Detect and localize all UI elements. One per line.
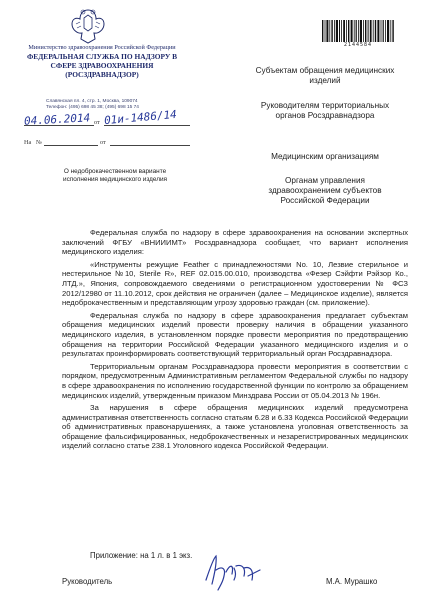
body-paragraph-1: Федеральная служба по надзору в сфере здравоохранения на основании экспертных заключений ФГБУ «ВНИИИМТ» Росздравнадзора сообщает, что вариант исполнения медицинского изделия:	[62, 228, 408, 257]
body-paragraph-4: Территориальным органам Росздравнадзора провести мероприятия в соответствии с порядком, предусмотренным Административным регламентом Федеральной службы по надзору в сфере здравоохранения по исполнению государственной функции по контролю за обращением медицинских изделий, утвержденным приказом Минздрава России от 05.04.2013 № 196н.	[62, 361, 408, 400]
ministry-name: Министерство здравоохранения Российской Федерации	[28, 44, 176, 51]
body-paragraph-3: Федеральная служба по надзору в сфере здравоохранения предлагает субъектам обращения медицинских изделий провести проверку наличия в обращении указанного медицинского изделия, в установленном порядке провести мероприятия по предотвращению обращения на территории Российской Федерации указанного медицинского изделия и о результатах проинформировать соответствующий территориальный орган Росздравнадзора.	[62, 310, 408, 359]
na-label: На	[24, 139, 32, 146]
handwritten-number: 01и-1486/14	[103, 107, 178, 128]
address-line: Славянская пл. 4, стр. 1, Москва, 109074	[46, 99, 138, 104]
barcode-number: 2144584	[343, 42, 373, 48]
ot-label: от	[100, 139, 106, 146]
attachment-note: Приложение: на 1 л. в 1 экз.	[90, 551, 193, 560]
phone-line: Телефон: (495) 698 45 38; (495) 698 15 74	[46, 105, 139, 111]
of-label: от	[94, 119, 100, 126]
recipient-3: Медицинским организациям	[271, 152, 379, 161]
barcode	[322, 20, 394, 42]
recipient-1: Субъектам обращения медицинских изделий	[255, 66, 395, 85]
body-paragraph-5: За нарушения в сфере обращения медицинских изделий предусмотрена административная ответственность согласно статьям 6.28 и 6.33 Кодекса Российской Федерации об административных правонарушениях, а также установлена уголовная ответственность за обращение фальсифицированных, недоброкачественных и незарегистрированных медицинских изделий согласно статье 238.1 Уголовного кодекса Российской Федерации.	[62, 403, 408, 451]
signer-name: М.А. Мурашко	[326, 577, 378, 586]
letterhead	[22, 44, 182, 79]
service-name: ФЕДЕРАЛЬНАЯ СЛУЖБА ПО НАДЗОРУ В СФЕРЕ ЗДРАВООХРАНЕНИЯ (РОСЗДРАВНАДЗОР)	[26, 52, 178, 79]
subject-note: О недоброкачественном варианте исполнения медицинского изделия	[63, 168, 167, 183]
recipient-2: Руководителям территориальных органов Росздравнадзора	[260, 101, 390, 120]
handwritten-date: 04.06.2014	[23, 111, 91, 128]
handwritten-signature	[196, 546, 262, 592]
ref-number-underline	[44, 145, 98, 146]
signer-title: Руководитель	[62, 577, 113, 586]
body-paragraph-2: «Инструменты режущие Feather с принадлежностями No. 10, Лезвие стерильное и нестерильное №10, Sterile R», REF 02.015.00.010, производства «Фезер Сэйфти Рэйзор Ко., ЛТД.», Япония, сопровождаемого сведениями о регистрационном удостоверении № ФСЗ 2012/12980 от 11.10.2012, срок действия не ограничен (далее – Медицинское изделие), является недоброкачественным и представляющим угрозу здоровью граждан (см. приложение).	[62, 259, 408, 308]
letter-body	[62, 228, 408, 451]
no-label: №	[36, 139, 42, 146]
ref-date-underline	[110, 145, 190, 146]
coat-of-arms-emblem	[68, 6, 108, 46]
recipient-4: Органам управления здравоохранением субъектов Российской Федерации	[268, 176, 382, 205]
